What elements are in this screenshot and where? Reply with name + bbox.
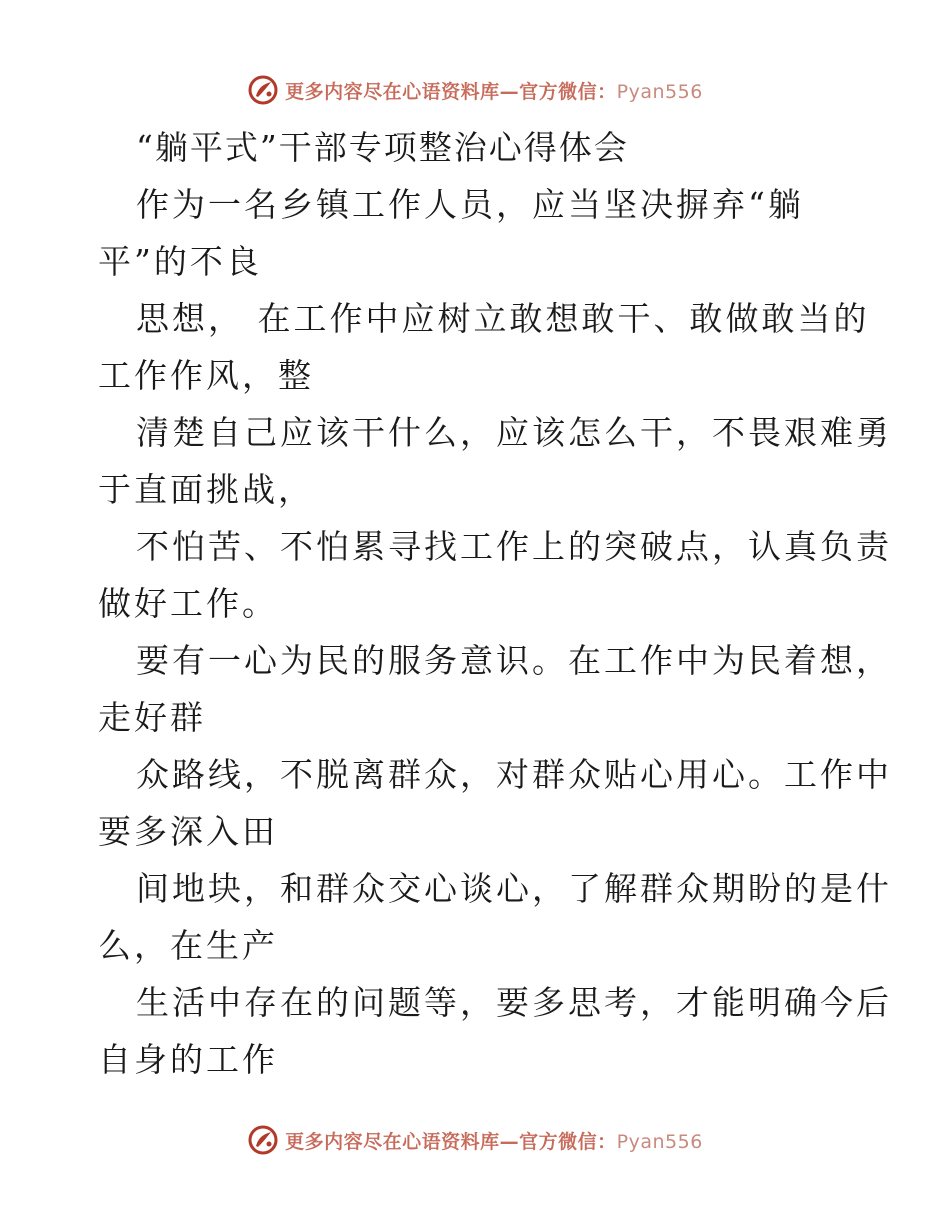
banner-slogan: 更多内容尽在心语资料库—官方微信： — [285, 1130, 617, 1153]
paragraph-line: 众路线，不脱离群众，对群众贴心用心。工作中 — [136, 755, 892, 794]
paragraph-line: 清楚自己应该干什么，应该怎么干，不畏艰难勇 — [136, 413, 892, 452]
red-seal-logo-icon — [247, 74, 279, 106]
paragraph-line: 要多深入田 — [98, 812, 278, 851]
red-seal-logo-icon — [247, 1124, 279, 1156]
paragraph-5 — [98, 632, 892, 746]
paragraph-line: 走好群 — [98, 698, 206, 737]
paragraph-line: 工作作风，整 — [98, 356, 314, 395]
paragraph-line: 间地块，和群众交心谈心，了解群众期盼的是什 — [136, 869, 892, 908]
banner-wechat-id: Pyan556 — [616, 80, 703, 103]
paragraph-line: 作为一名乡镇工作人员，应当坚决摒弃“躺 — [136, 185, 804, 224]
paragraph-line: 么，在生产 — [98, 926, 278, 965]
header-banner — [0, 70, 950, 110]
header-banner-text — [285, 77, 703, 104]
paragraph-line: 思想， 在工作中应树立敢想敢干、敢做敢当的 — [136, 299, 870, 338]
banner-slogan: 更多内容尽在心语资料库—官方微信： — [285, 80, 617, 103]
banner-wechat-id: Pyan556 — [616, 1130, 703, 1153]
paragraph-2 — [98, 290, 870, 404]
paragraph-line: 做好工作。 — [98, 584, 278, 623]
document-body — [98, 120, 892, 1088]
footer-banner — [0, 1120, 950, 1160]
paragraph-8 — [98, 974, 892, 1088]
document-title: “躺平式”干部专项整治心得体会 — [136, 128, 629, 167]
paragraph-line: 要有一心为民的服务意识。在工作中为民着想， — [136, 641, 892, 680]
paragraph-7 — [98, 860, 892, 974]
paragraph-line: 生活中存在的问题等，要多思考，才能明确今后 — [136, 983, 892, 1022]
paragraph-4 — [98, 518, 892, 632]
paragraph-line: 平”的不良 — [98, 242, 262, 281]
paragraph-line: 自身的工作 — [98, 1040, 278, 1079]
paragraph-line: 于直面挑战， — [98, 470, 314, 509]
paragraph-line: 不怕苦、不怕累寻找工作上的突破点，认真负责 — [136, 527, 892, 566]
footer-banner-text — [285, 1127, 703, 1154]
paragraph-3 — [98, 404, 892, 518]
paragraph-6 — [98, 746, 892, 860]
paragraph-1 — [98, 176, 858, 290]
